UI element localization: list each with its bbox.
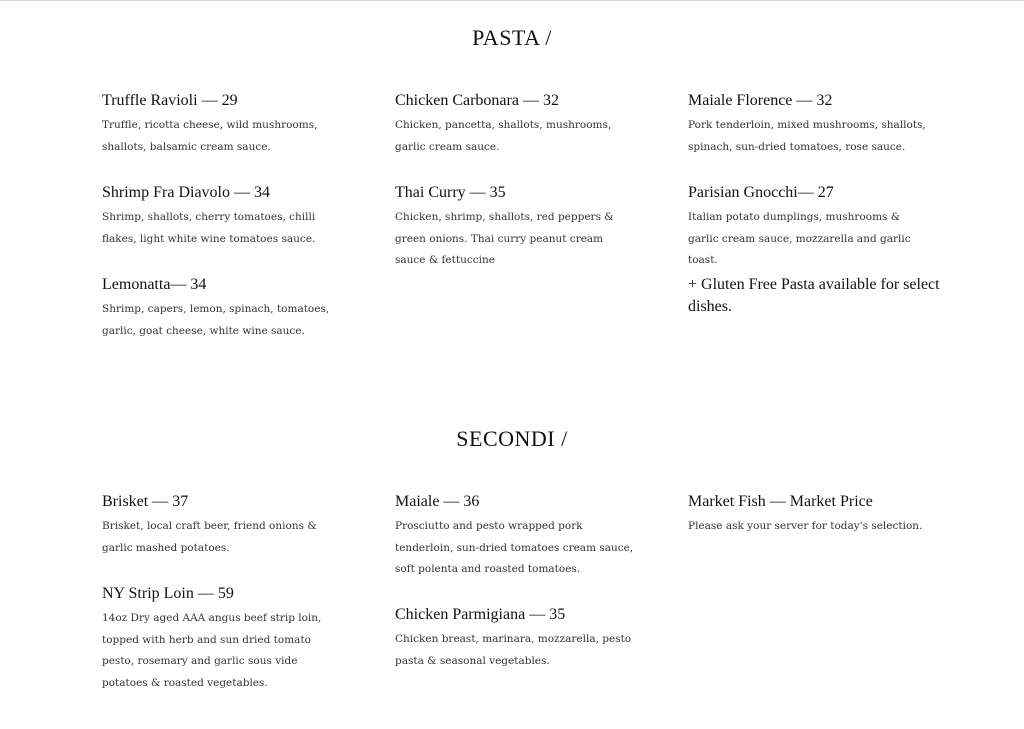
menu-item [395, 90, 635, 158]
menu-item-description: Prosciutto and pesto wrapped pork tenderloin, sun-dried tomatoes cream sauce, soft polenta and roasted tomatoes. [395, 520, 634, 575]
menu-item-title: Chicken Carbonara — 32 [395, 92, 559, 109]
menu-item-description: Please ask your server for today's selection. [688, 520, 923, 532]
menu-item-description: Pork tenderloin, mixed mushrooms, shallots, spinach, sun-dried tomatoes, rose sauce. [688, 119, 926, 153]
menu-item [688, 182, 928, 272]
menu-item-description: Shrimp, shallots, cherry tomatoes, chilli flakes, light white wine tomatoes sauce. [102, 211, 316, 245]
menu-item [102, 182, 342, 250]
menu-item-title: Lemonatta— 34 [102, 276, 207, 293]
top-divider [0, 0, 1024, 3]
menu-item-title: Shrimp Fra Diavolo — 34 [102, 184, 270, 201]
menu-item-description: 14oz Dry aged AAA angus beef strip loin, topped with herb and sun dried tomato pesto, rosemary and garlic sous vide potatoes & roasted vegetables. [102, 612, 322, 689]
menu-item [102, 583, 342, 694]
pasta-section-title: PASTA / [472, 25, 552, 50]
menu-item-title: Maiale — 36 [395, 493, 480, 510]
menu-item-description: Italian potato dumplings, mushrooms & garlic cream sauce, mozzarella and garlic toast. [688, 211, 911, 266]
menu-item [395, 182, 635, 272]
menu-item [395, 491, 635, 581]
menu-item [102, 491, 342, 559]
menu-item [102, 274, 342, 342]
menu-item-title: Market Fish — Market Price [688, 493, 873, 510]
menu-item-title: Parisian Gnocchi— 27 [688, 184, 834, 201]
menu-item [102, 90, 342, 158]
menu-item-description: Shrimp, capers, lemon, spinach, tomatoes, garlic, goat cheese, white wine sauce. [102, 303, 330, 337]
menu-item-description: Brisket, local craft beer, friend onions & garlic mashed potatoes. [102, 520, 317, 554]
menu-item-title: Maiale Florence — 32 [688, 92, 833, 109]
menu-item-description: Chicken breast, marinara, mozzarella, pesto pasta & seasonal vegetables. [395, 633, 632, 667]
menu-item-description: Chicken, pancetta, shallots, mushrooms, garlic cream sauce. [395, 119, 612, 153]
gluten-free-note: + Gluten Free Pasta available for select dishes. [688, 276, 940, 315]
menu-item-title: Truffle Ravioli — 29 [102, 92, 238, 109]
menu-item-description: Truffle, ricotta cheese, wild mushrooms, shallots, balsamic cream sauce. [102, 119, 318, 153]
menu-item-title: Chicken Parmigiana — 35 [395, 606, 566, 623]
menu-item [688, 90, 928, 158]
menu-item-description: Chicken, shrimp, shallots, red peppers & green onions. Thai curry peanut cream sauce & fettuccine [395, 211, 614, 266]
menu-item-title: NY Strip Loin — 59 [102, 585, 234, 602]
menu-item-title: Brisket — 37 [102, 493, 189, 510]
menu-item [688, 491, 968, 538]
secondi-section-title: SECONDI / [456, 426, 568, 451]
menu-item [395, 604, 635, 672]
menu-item-title: Thai Curry — 35 [395, 184, 506, 201]
